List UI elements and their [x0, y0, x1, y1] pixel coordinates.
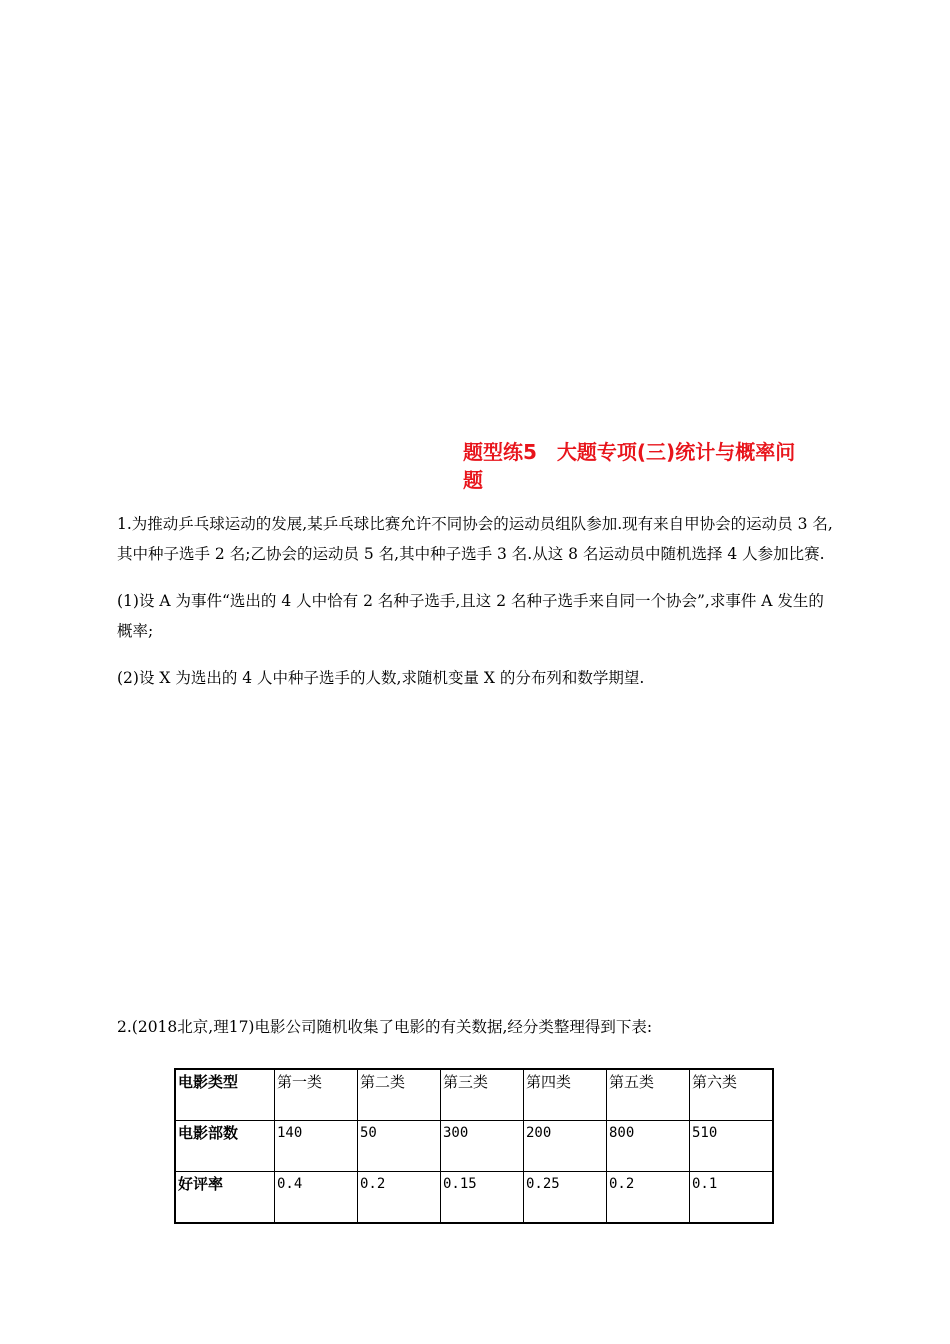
question-1-part-2: (2)设 X 为选出的 4 人中种子选手的人数,求随机变量 X 的分布列和数学期望.	[117, 669, 645, 687]
table-cell: 300	[441, 1121, 524, 1172]
table-cell: 0.4	[275, 1172, 358, 1224]
question-1-stem: 1.为推动乒乓球运动的发展,某乒乓球比赛允许不同协会的运动员组队参加.现有来自甲协会的运动员 3 名,其中种子选手 2 名;乙协会的运动员 5 名,其中种子选手 3 名.从这 8 名运动员中随机选择 4 人参加比赛.	[117, 515, 833, 563]
title-line-1: 题型练5 大题专项(三)统计与概率问	[463, 440, 796, 464]
table-cell: 第五类	[607, 1069, 690, 1121]
table-cell: 第六类	[690, 1069, 774, 1121]
table-cell: 510	[690, 1121, 774, 1172]
question-1-part-1: (1)设 A 为事件“选出的 4 人中恰有 2 名种子选手,且这 2 名种子选手来自同一个协会”,求事件 A 发生的概率;	[117, 592, 824, 640]
table-cell: 第三类	[441, 1069, 524, 1121]
question-2-stem: 2.(2018北京,理17)电影公司随机收集了电影的有关数据,经分类整理得到下表:	[117, 1018, 653, 1036]
question-1	[117, 509, 837, 693]
title-line-2: 题	[463, 468, 483, 492]
table-row	[175, 1069, 773, 1121]
table-cell: 140	[275, 1121, 358, 1172]
table-cell: 0.15	[441, 1172, 524, 1224]
question-2	[117, 1012, 837, 1042]
table-cell: 800	[607, 1121, 690, 1172]
row-header: 好评率	[175, 1172, 275, 1224]
table-row	[175, 1121, 773, 1172]
row-header: 电影类型	[175, 1069, 275, 1121]
table-cell: 第一类	[275, 1069, 358, 1121]
table-cell: 0.2	[607, 1172, 690, 1224]
table-cell: 0.2	[358, 1172, 441, 1224]
table-cell: 200	[524, 1121, 607, 1172]
table-cell: 0.1	[690, 1172, 774, 1224]
table-cell: 第二类	[358, 1069, 441, 1121]
table-cell: 0.25	[524, 1172, 607, 1224]
row-header: 电影部数	[175, 1121, 275, 1172]
table-cell: 50	[358, 1121, 441, 1172]
table-row	[175, 1172, 773, 1224]
movie-data-table	[174, 1068, 774, 1224]
table-cell: 第四类	[524, 1069, 607, 1121]
page-title	[463, 438, 843, 494]
